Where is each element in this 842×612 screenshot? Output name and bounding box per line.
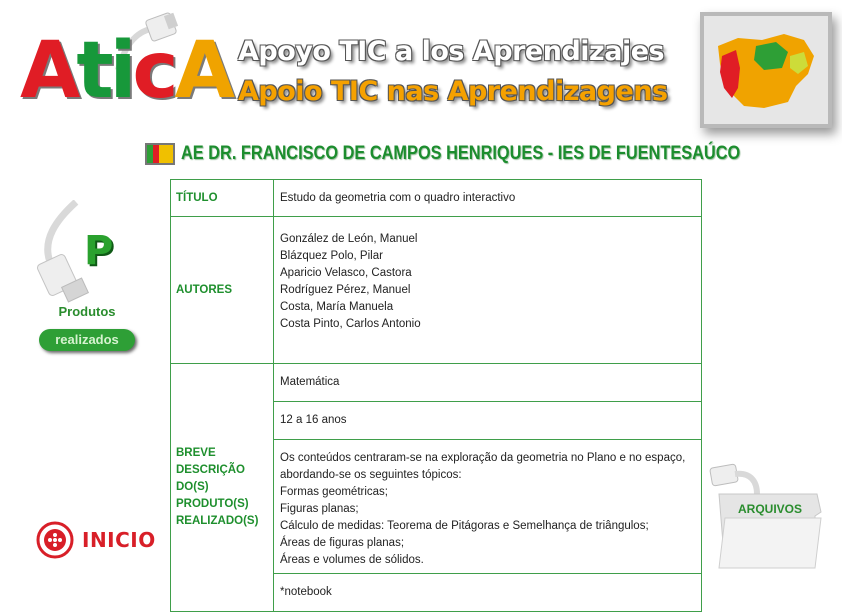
author-item: Rodríguez Pérez, Manuel [280, 284, 411, 296]
arquivos-label: ARQUIVOS [737, 502, 802, 516]
school-title: AE DR. FRANCISCO DE CAMPOS HENRIQUES - IES DE FUENTESAÚCO [181, 143, 741, 164]
author-item: Blázquez Polo, Pilar [280, 250, 383, 262]
author-item: Aparicio Velasco, Castora [280, 267, 412, 279]
product-details-table [170, 179, 702, 612]
titulo-value: Estudo da geometria com o quadro interactivo [274, 180, 702, 217]
table-row [171, 364, 702, 402]
spain-portugal-flag-icon [145, 143, 175, 165]
inicio-button[interactable] [36, 521, 156, 559]
autores-label: AUTORES [171, 217, 274, 364]
folder-usb-icon [705, 462, 829, 572]
autores-list [274, 217, 702, 364]
author-item: González de León, Manuel [280, 233, 418, 245]
author-item: Costa Pinto, Carlos Antonio [280, 318, 421, 330]
table-row [171, 180, 702, 217]
produtos-realizados-badge[interactable] [36, 200, 138, 356]
idade-value: 12 a 16 anos [274, 402, 702, 440]
atica-logo [20, 22, 232, 122]
title-portuguese: Apoio TIC nas Aprendizagens [238, 76, 668, 107]
area-value: Matemática [274, 364, 702, 402]
arquivos-button[interactable] [705, 462, 829, 572]
author-item: Costa, María Manuela [280, 301, 394, 313]
badge-label: Produtos [58, 304, 116, 319]
iberia-map-icon [700, 12, 832, 128]
badge-letter: P [84, 228, 114, 274]
home-dots-icon [36, 521, 74, 559]
inicio-label: INICIO [82, 528, 156, 552]
descricao-text: Os conteúdos centraram-se na exploração da geometria no Plano e no espaço, abordando-se os seguintes tópicos: Formas geométricas; Figuras planas; Cálculo de medidas: Teorema de Pitágoras e Semelhança de triângulos; Áreas de figuras planas; Áreas e volumes de sólidos. [274, 440, 702, 574]
descricao-label: BREVE DESCRIÇÃO DO(S) PRODUTO(S) REALIZADO(S) [171, 364, 274, 612]
title-spanish: Apoyo TIC a los Aprendizajes [238, 36, 665, 67]
ficheiro-value: *notebook [274, 574, 702, 612]
table-row [171, 217, 702, 364]
logo-wordmark: AticA [20, 26, 232, 116]
titulo-label: TÍTULO [171, 180, 274, 217]
badge-pill-label: realizados [55, 332, 119, 347]
school-heading [145, 140, 831, 168]
